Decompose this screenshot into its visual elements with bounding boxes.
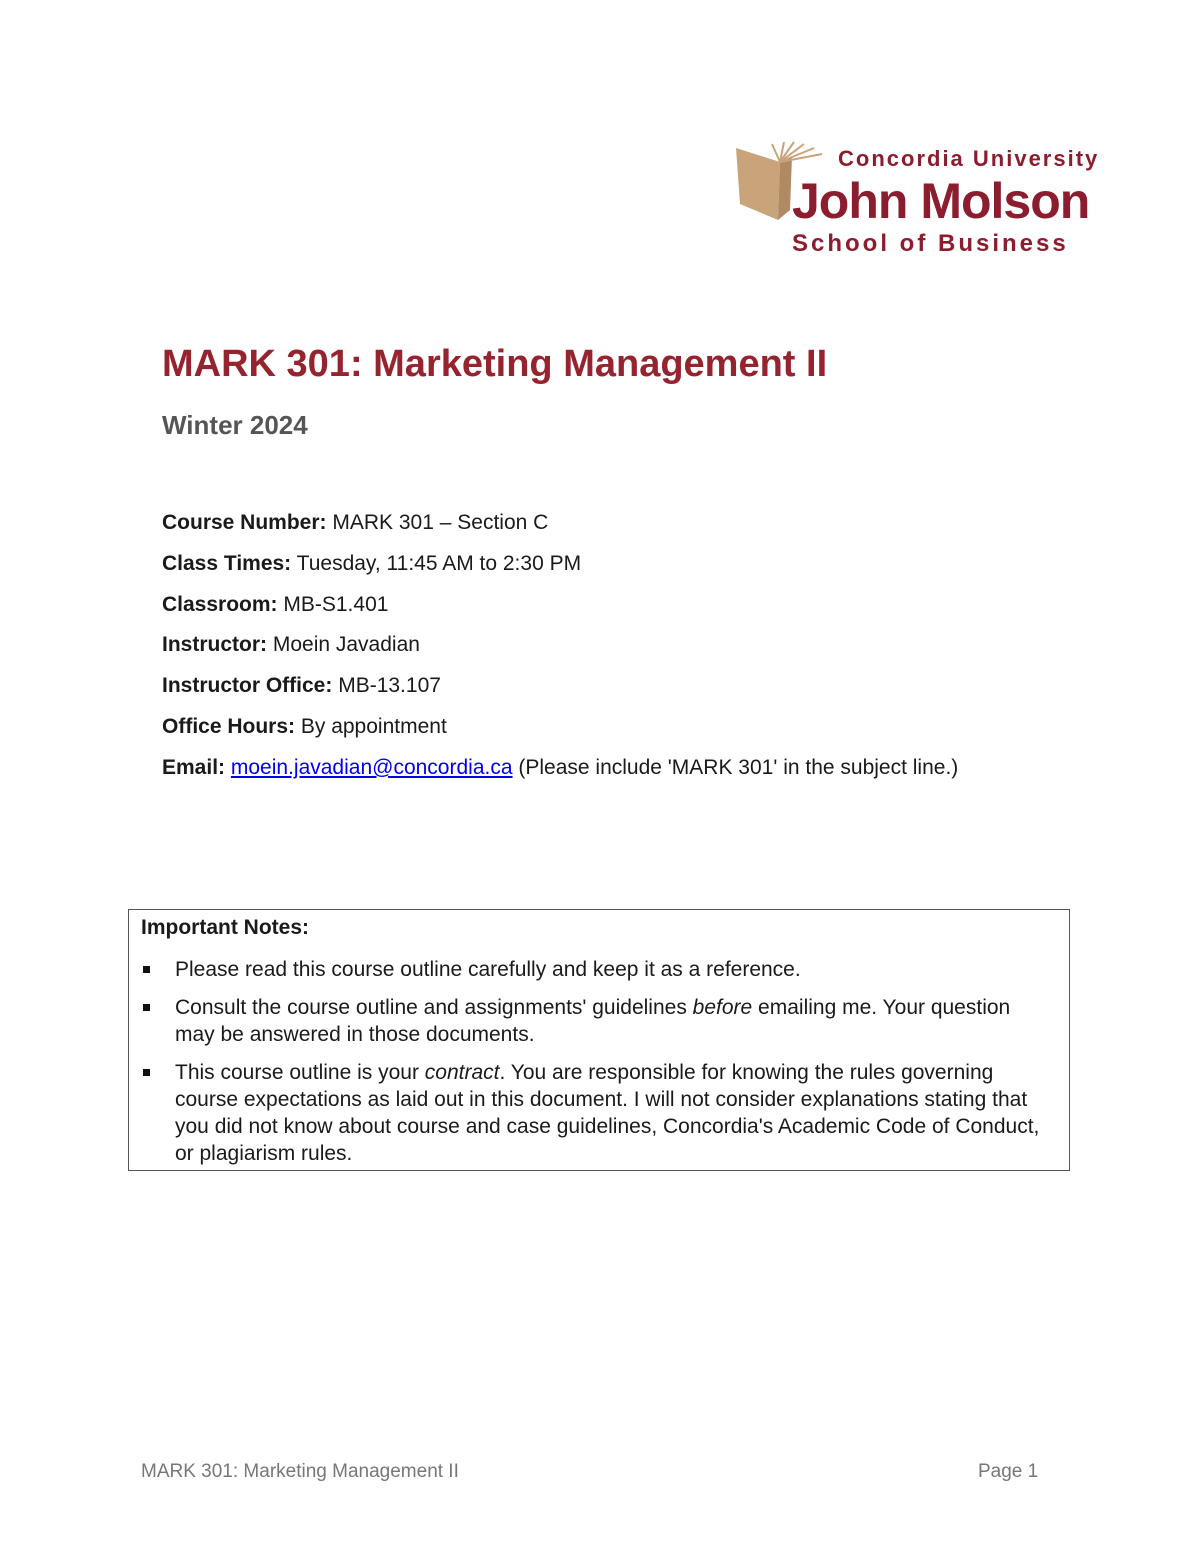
note-item <box>141 994 1041 1048</box>
email-note: (Please include 'MARK 301' in the subject line.) <box>518 755 959 779</box>
note-text: emailing me. Your question may be answered in those documents. <box>175 996 1011 1046</box>
square-bullet-icon <box>143 1004 150 1011</box>
note-text: . You are responsible for knowing the rules governing course expectations as laid out in this document. I will not consider explanations stating that you did not know about course and case guidelines, Concordia's Academic Code of Conduct, or plagiarism rules. <box>175 1061 1040 1165</box>
info-row-class-times <box>162 544 958 585</box>
university-logo <box>734 140 1100 260</box>
notes-list <box>141 956 1041 1178</box>
square-bullet-icon <box>143 966 150 973</box>
info-row-office-hours <box>162 707 958 748</box>
course-term: Winter 2024 <box>162 410 308 440</box>
info-value: MB-S1.401 <box>283 592 389 616</box>
info-row-email <box>162 748 958 789</box>
info-row-instructor <box>162 625 958 666</box>
info-label: Office Hours: <box>162 714 296 738</box>
info-label: Classroom: <box>162 592 278 616</box>
course-title: MARK 301: Marketing Management II <box>162 343 828 385</box>
info-value: Tuesday, 11:45 AM to 2:30 PM <box>296 551 582 575</box>
info-row-instructor-office <box>162 666 958 707</box>
info-value: Moein Javadian <box>272 633 420 657</box>
info-label: Class Times: <box>162 551 292 575</box>
square-bullet-icon <box>143 1069 150 1076</box>
note-text: This course outline is your <box>175 1061 425 1084</box>
info-value: MB-13.107 <box>338 674 441 698</box>
course-info <box>162 503 958 789</box>
logo-university-text: Concordia University <box>838 146 1100 171</box>
note-text: Consult the course outline and assignments' guidelines <box>175 996 693 1019</box>
info-label: Course Number: <box>162 511 327 534</box>
logo-school-suffix: School of Business <box>792 230 1069 257</box>
info-value: By appointment <box>300 714 447 738</box>
info-row-classroom <box>162 585 958 626</box>
logo-school-name: John Molson <box>792 173 1090 229</box>
notes-heading: Important Notes: <box>141 916 309 939</box>
note-item <box>141 956 1041 983</box>
info-value: MARK 301 – Section C <box>332 511 549 534</box>
note-emphasis: contract <box>424 1061 500 1084</box>
info-label: Instructor: <box>162 633 267 657</box>
footer-course-title: MARK 301: Marketing Management II <box>141 1461 459 1482</box>
email-link[interactable]: moein.javadian@concordia.ca <box>230 755 513 779</box>
note-text: Please read this course outline carefully and keep it as a reference. <box>175 958 801 981</box>
email-label: Email: <box>162 755 226 779</box>
note-item <box>141 1059 1041 1167</box>
footer-page-number: Page 1 <box>978 1461 1039 1482</box>
info-label: Instructor Office: <box>162 674 333 698</box>
note-emphasis: before <box>692 996 753 1019</box>
info-row-course-number <box>162 503 958 544</box>
important-notes-box <box>128 909 1070 1171</box>
